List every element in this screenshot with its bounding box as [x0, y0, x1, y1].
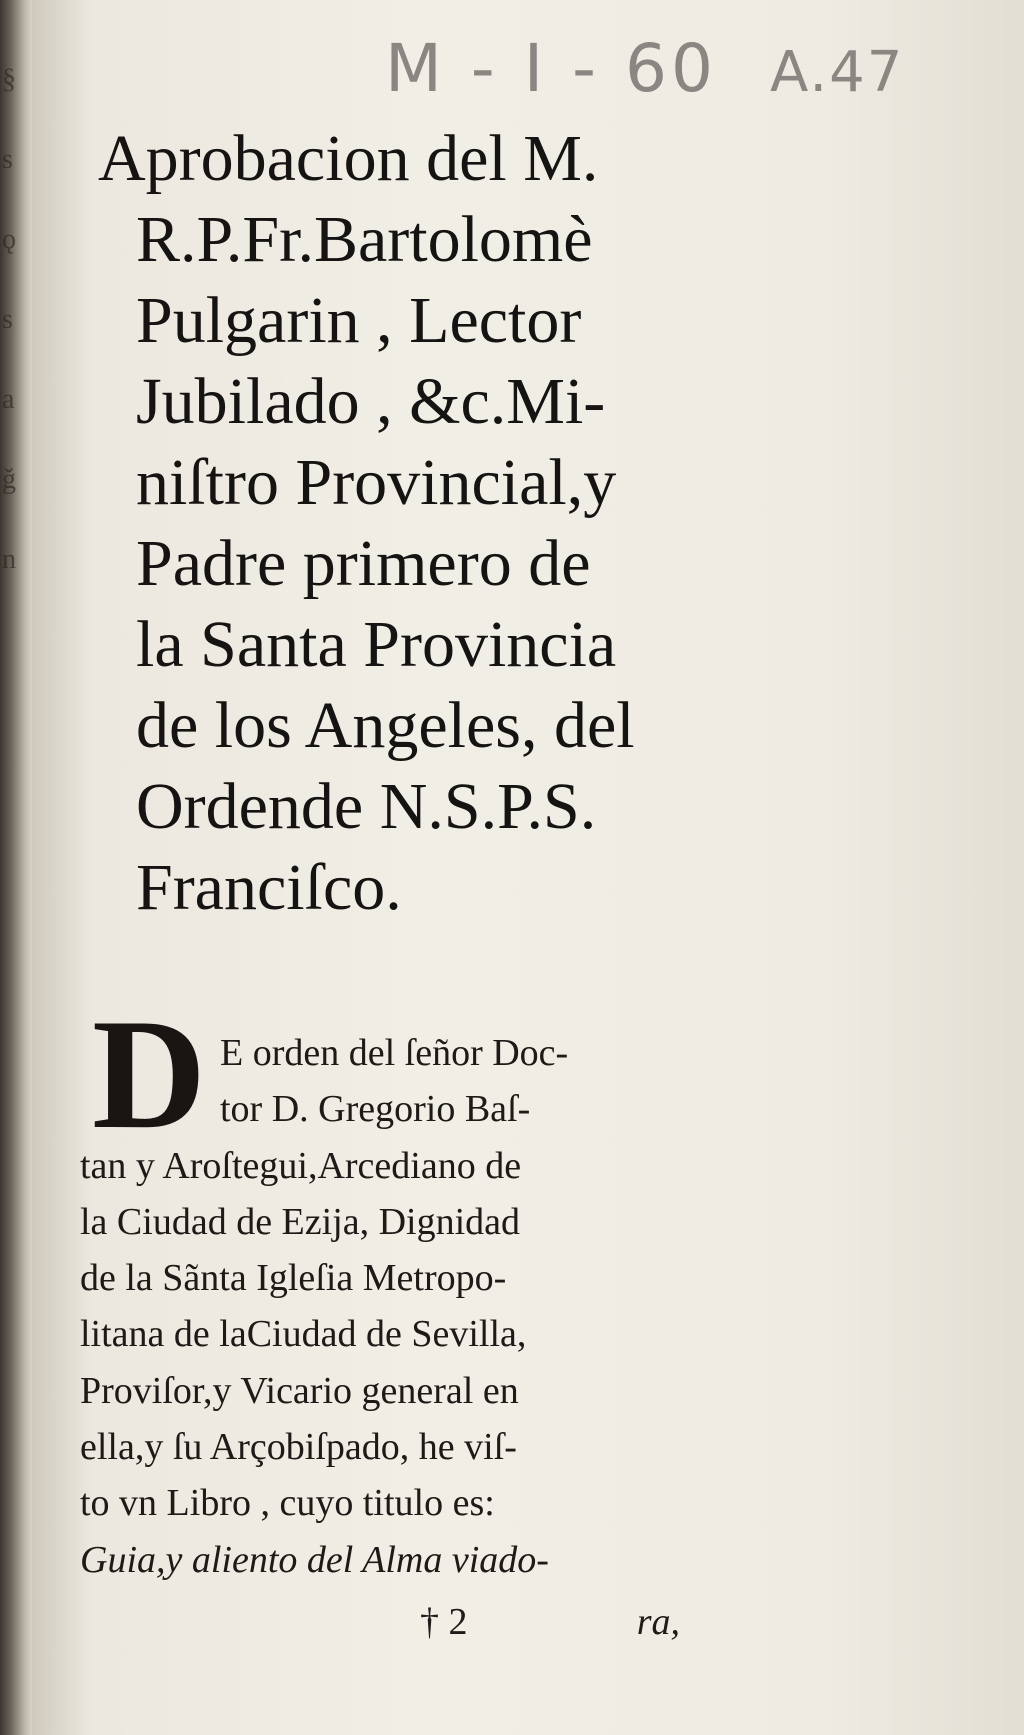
body-line: litana de laCiudad de Sevilla,	[80, 1313, 527, 1356]
body-line: tan y Aroſtegui,Arcediano de	[80, 1144, 522, 1187]
title-line: Jubilado , &c.Mi-	[136, 365, 606, 438]
catchword: ra,	[636, 1601, 680, 1643]
title-line: Aprobacion del M.	[98, 122, 599, 195]
body-line: to vn Libro , cuyo titulo es:	[80, 1482, 495, 1525]
body-line: de la Sãnta Igleſia Metropo-	[80, 1257, 507, 1300]
title-line: Ordende N.S.P.S.	[136, 770, 597, 843]
title-line: de los Angeles, del	[136, 689, 635, 762]
title-line: Franciſco.	[136, 851, 402, 924]
body-line: Proviſor,y Vicario general en	[80, 1369, 519, 1412]
signature-mark: † 2	[420, 1601, 468, 1643]
drop-cap-initial: D	[92, 987, 207, 1162]
facing-page-fragment: § s ǫ s a ǧ n	[2, 64, 16, 575]
title-line: Padre primero de	[136, 527, 591, 600]
title-line: Pulgarin , Lector	[136, 284, 582, 357]
approbation-body-text	[80, 1025, 680, 1588]
body-line: la Ciudad de Ezija, Dignidad	[80, 1200, 521, 1243]
title-line: R.P.Fr.Bartolomè	[136, 203, 593, 276]
handwritten-shelfmark-secondary: A.47	[770, 40, 905, 105]
handwritten-shelfmark: M - I - 60	[385, 30, 717, 107]
body-line: tor D. Gregorio Baſ-	[220, 1088, 531, 1131]
page-footer	[80, 1600, 680, 1660]
approbation-title	[98, 118, 688, 928]
body-line-italic-title: Guia,y aliento del Alma viado-	[80, 1538, 549, 1581]
body-line: ella,y ſu Arçobiſpado, he viſ-	[80, 1426, 517, 1469]
body-line: E orden del ſeñor Doc-	[220, 1032, 569, 1074]
book-binding-edge	[0, 0, 32, 1735]
title-line: la Santa Provincia	[136, 608, 617, 681]
title-line: niſtro Provincial,y	[136, 446, 617, 519]
